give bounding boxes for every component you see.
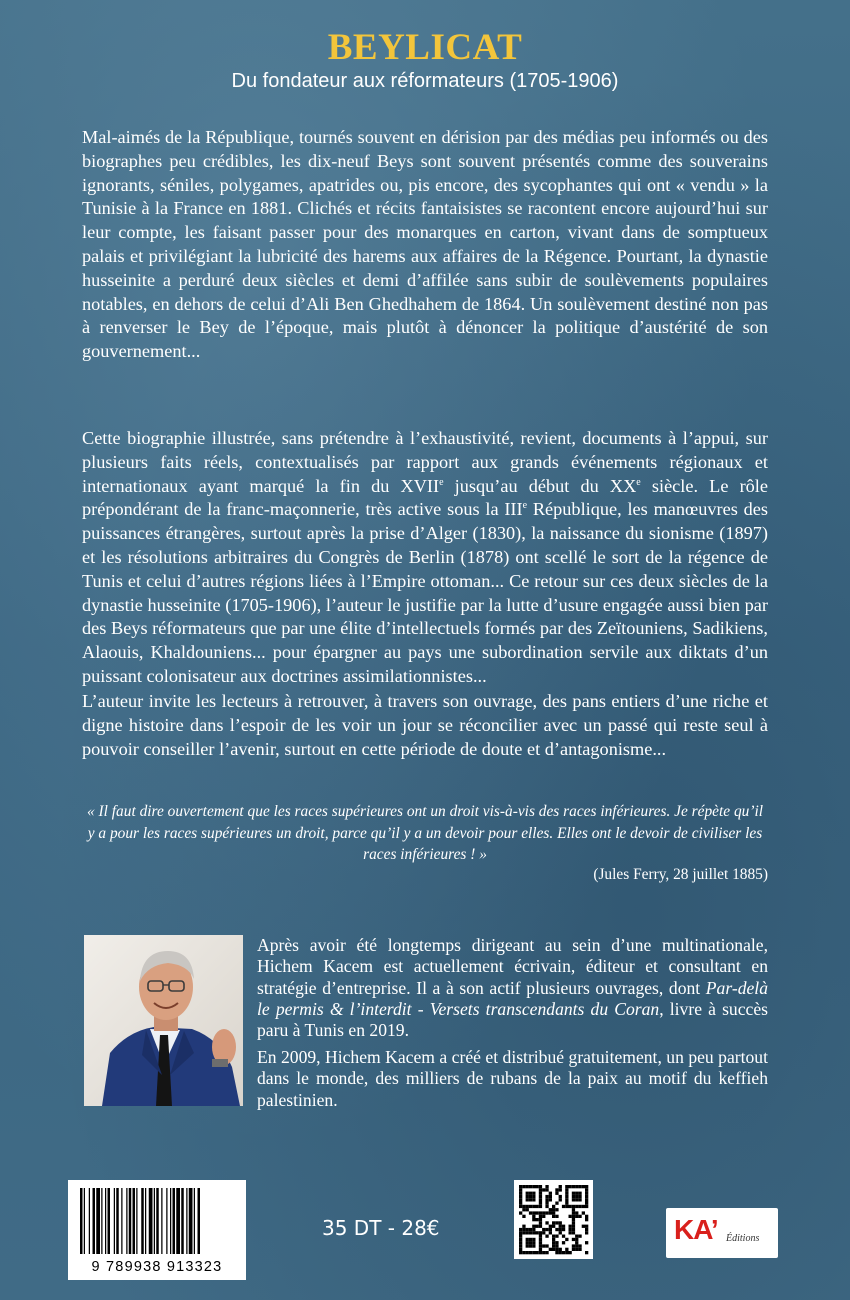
quote-attribution: (Jules Ferry, 28 juillet 1885) (593, 866, 768, 883)
barcode-bar (101, 1188, 102, 1254)
blurb-paragraph-3: L’auteur invite les lecteurs à retrouver, à travers son ouvrage, des pans entiers d’une riche et digne histoire dans l’espoir de les voir un jour se réconcilier avec un passé qui reste seul à pouvoir conseiller l’avenir, surtout en cette période de doute et d’antagonisme... (82, 691, 768, 759)
barcode-bar (181, 1188, 184, 1254)
qr-module (526, 1231, 529, 1234)
barcode-bar (136, 1188, 137, 1254)
qr-module (572, 1225, 575, 1228)
qr-module (522, 1251, 525, 1254)
qr-module (519, 1185, 522, 1188)
qr-module (555, 1221, 558, 1224)
qr-module (532, 1185, 535, 1188)
qr-module (575, 1195, 578, 1198)
barcode-bar (166, 1188, 167, 1254)
author-photo (84, 935, 243, 1106)
qr-module (572, 1228, 575, 1231)
superscript-e: e (439, 476, 444, 488)
qr-module (575, 1241, 578, 1244)
qr-module (552, 1235, 555, 1238)
qr-module (532, 1251, 535, 1254)
qr-module (552, 1241, 555, 1244)
qr-module (552, 1225, 555, 1228)
qr-module (559, 1251, 562, 1254)
qr-module (542, 1244, 545, 1247)
qr-module (572, 1185, 575, 1188)
qr-module (578, 1235, 581, 1238)
barcode-bar (96, 1188, 100, 1254)
qr-module (565, 1192, 568, 1195)
barcode-bar (93, 1188, 96, 1254)
qr-module (545, 1185, 548, 1188)
qr-module (569, 1185, 572, 1188)
qr-module (539, 1231, 542, 1234)
qr-module (582, 1205, 585, 1208)
qr-module (572, 1192, 575, 1195)
qr-module (585, 1198, 588, 1201)
qr-module (539, 1251, 542, 1254)
qr-module (555, 1228, 558, 1231)
blurb-paragraph-2 (82, 427, 768, 689)
qr-module (542, 1231, 545, 1234)
book-reference: Par-delà le permis & l’interdit - Versets transcendants du Coran (257, 977, 768, 1019)
qr-module (522, 1208, 525, 1211)
qr-module (569, 1205, 572, 1208)
qr-module (578, 1185, 581, 1188)
qr-module (542, 1215, 545, 1218)
qr-module (532, 1192, 535, 1195)
publisher-logo (666, 1208, 778, 1258)
publisher-logo-mark: KA’ (674, 1214, 718, 1245)
qr-module (532, 1238, 535, 1241)
qr-module (536, 1205, 539, 1208)
qr-module (575, 1248, 578, 1251)
blurb-p2-part-a: Cette biographie illustrée, sans prétendre à l’exhaustivité, revient, documents à l’appui, sur plusieurs faits réels, contextualisés par rapport aux grands événements régionaux et internationaux ayant marqué la fin du XVII (82, 428, 768, 496)
barcode-bars (68, 1180, 246, 1260)
qr-module (522, 1215, 525, 1218)
qr-module (519, 1248, 522, 1251)
qr-module (578, 1198, 581, 1201)
qr-module (539, 1215, 542, 1218)
publisher-logo-editions: Éditions (726, 1233, 760, 1244)
book-subtitle: Du fondateur aux réformateurs (1705-1906) (231, 70, 619, 92)
barcode-bar (84, 1188, 85, 1254)
qr-module (539, 1218, 542, 1221)
barcode-bar (121, 1188, 122, 1254)
qr-module (565, 1251, 568, 1254)
qr-module (555, 1235, 558, 1238)
qr-module (565, 1185, 568, 1188)
qr-module (555, 1215, 558, 1218)
qr-module (572, 1248, 575, 1251)
author-portrait-illustration (84, 935, 243, 1106)
qr-module (526, 1208, 529, 1211)
qr-module (565, 1188, 568, 1191)
barcode-bar (133, 1188, 136, 1254)
qr-module (575, 1205, 578, 1208)
qr-module (565, 1238, 568, 1241)
qr-module (526, 1241, 529, 1244)
qr-module (529, 1192, 532, 1195)
qr-module (585, 1192, 588, 1195)
qr-module (569, 1225, 572, 1228)
qr-module (555, 1251, 558, 1254)
barcode-bar (186, 1188, 187, 1254)
barcode-bar (116, 1188, 119, 1254)
qr-module (542, 1188, 545, 1191)
qr-module (519, 1195, 522, 1198)
qr-module (532, 1195, 535, 1198)
qr-module (522, 1231, 525, 1234)
qr-module (519, 1228, 522, 1231)
qr-module (529, 1198, 532, 1201)
qr-module (578, 1195, 581, 1198)
qr-module (585, 1218, 588, 1221)
barcode-bar (194, 1188, 195, 1254)
qr-module (555, 1202, 558, 1205)
qr-module (552, 1211, 555, 1214)
qr-module (552, 1221, 555, 1224)
qr-module (545, 1251, 548, 1254)
qr-module (519, 1251, 522, 1254)
qr-module (526, 1185, 529, 1188)
qr-module (539, 1205, 542, 1208)
qr-module (529, 1195, 532, 1198)
qr-module (585, 1195, 588, 1198)
qr-module (549, 1208, 552, 1211)
qr-module (545, 1235, 548, 1238)
qr-module (532, 1218, 535, 1221)
barcode-bar (114, 1188, 115, 1254)
barcode-bar (170, 1188, 171, 1254)
qr-module (585, 1228, 588, 1231)
qr-module (519, 1241, 522, 1244)
qr-module (549, 1192, 552, 1195)
qr-module (549, 1195, 552, 1198)
qr-module (526, 1192, 529, 1195)
qr-module (572, 1208, 575, 1211)
barcode-bar (141, 1188, 144, 1254)
qr-module (572, 1215, 575, 1218)
superscript-e: e (522, 500, 528, 512)
qr-module (559, 1221, 562, 1224)
qr-module (585, 1205, 588, 1208)
qr-module (578, 1248, 581, 1251)
qr-module (585, 1215, 588, 1218)
qr-module (522, 1228, 525, 1231)
qr-code-pattern (514, 1180, 593, 1259)
qr-module (536, 1218, 539, 1221)
qr-module (519, 1244, 522, 1247)
qr-module (575, 1215, 578, 1218)
qr-module (529, 1241, 532, 1244)
qr-module (549, 1198, 552, 1201)
qr-module (575, 1192, 578, 1195)
barcode-bar (108, 1188, 111, 1254)
qr-module (539, 1202, 542, 1205)
qr-module (559, 1248, 562, 1251)
qr-module (529, 1231, 532, 1234)
qr-module (536, 1211, 539, 1214)
qr-module (562, 1225, 565, 1228)
qr-module (562, 1228, 565, 1231)
qr-module (529, 1238, 532, 1241)
barcode-bar (149, 1188, 153, 1254)
author-bio-paragraph-1 (257, 935, 768, 1041)
qr-module (585, 1251, 588, 1254)
epigraph-quote: « Il faut dire ouvertement que les races supérieures ont un droit vis-à-vis des races inférieures. Je répète qu’il y a pour les races supérieures un droit, parce qu’il y a un devoir pour elles. Elles ont le devoir de civiliser les races inférieures ! » (86, 803, 764, 863)
qr-module (526, 1244, 529, 1247)
qr-module (559, 1225, 562, 1228)
qr-module (532, 1228, 535, 1231)
qr-module (536, 1185, 539, 1188)
qr-module (545, 1202, 548, 1205)
qr-module (559, 1185, 562, 1188)
qr-module (552, 1244, 555, 1247)
qr-module (569, 1251, 572, 1254)
qr-module (526, 1198, 529, 1201)
book-title: BEYLICAT (327, 27, 523, 68)
qr-module (549, 1211, 552, 1214)
qr-module (585, 1188, 588, 1191)
qr-module (565, 1205, 568, 1208)
qr-module (526, 1238, 529, 1241)
qr-module (532, 1244, 535, 1247)
qr-module (575, 1244, 578, 1247)
qr-module (519, 1235, 522, 1238)
qr-module (539, 1235, 542, 1238)
blurb-p2-part-d: République, les manœuvres des puissances étrangères, surtout après la prise d’Alger (1830), la naissance du sionisme (1897) et les résolutions arbitraires du Congrès de Berlin (1878) ont scellé le sort de la régence de Tunis et celui d’autres régions liées à l’Empire ottoman... Ce retour sur ces deux siècles de la dynastie husseinite (1705-1906), l’auteur le justifie par la lutte d’usure engagée aussi bien par des Beys réformateurs que par une élite d’intellectuels formés par des Zeïtouniens, Sadikiens, Alaouis, Khaldouniens... pour épargner au pays une subordination servile aux diktats d’un puissant colonisateur aux doctrines assimilationnistes... (82, 499, 768, 686)
qr-module (539, 1248, 542, 1251)
barcode-bar (189, 1188, 193, 1254)
qr-module (545, 1211, 548, 1214)
qr-module (519, 1231, 522, 1234)
bio1-text-a: Après avoir été longtemps dirigeant au sein d’une multinationale, Hichem Kacem est actuellement écrivain, éditeur et consultant en stratégie d’entreprise. Il a à son actif plusieurs ouvrages, dont (257, 935, 768, 998)
qr-module (529, 1251, 532, 1254)
qr-module (572, 1231, 575, 1234)
qr-module (539, 1244, 542, 1247)
qr-module (539, 1192, 542, 1195)
qr-module (532, 1211, 535, 1214)
qr-module (552, 1238, 555, 1241)
qr-module (532, 1231, 535, 1234)
barcode-bar (156, 1188, 159, 1254)
isbn-barcode (68, 1180, 246, 1280)
qr-module (555, 1248, 558, 1251)
qr-module (562, 1251, 565, 1254)
qr-module (529, 1205, 532, 1208)
qr-module (539, 1221, 542, 1224)
qr-module (532, 1205, 535, 1208)
blurb-p2-part-c: siècle. Le rôle prépondérant de la franc-maçonnerie, très active sous la III (82, 475, 769, 520)
qr-module (532, 1198, 535, 1201)
qr-module (539, 1238, 542, 1241)
qr-module (572, 1221, 575, 1224)
qr-module (572, 1211, 575, 1214)
qr-module (526, 1251, 529, 1254)
qr-module (585, 1241, 588, 1244)
qr-module (529, 1185, 532, 1188)
qr-module (536, 1225, 539, 1228)
qr-module (536, 1251, 539, 1254)
qr-module (585, 1225, 588, 1228)
qr-module (582, 1211, 585, 1214)
qr-module (578, 1215, 581, 1218)
qr-module (526, 1195, 529, 1198)
qr-module (529, 1228, 532, 1231)
qr-module (536, 1231, 539, 1234)
price-label: 35 DT - 28€ (322, 1216, 440, 1240)
qr-module (559, 1198, 562, 1201)
qr-module (552, 1205, 555, 1208)
barcode-bar (129, 1188, 132, 1254)
bio1-text-b: , livre à succès paru à Tunis en 2019. (257, 998, 769, 1041)
qr-module (572, 1198, 575, 1201)
qr-module (552, 1248, 555, 1251)
qr-module (575, 1185, 578, 1188)
barcode-bar (105, 1188, 106, 1254)
qr-module (552, 1215, 555, 1218)
qr-module (545, 1195, 548, 1198)
qr-module (539, 1188, 542, 1191)
qr-module (559, 1228, 562, 1231)
qr-module (545, 1188, 548, 1191)
qr-module (578, 1192, 581, 1195)
qr-module (565, 1198, 568, 1201)
qr-module (539, 1211, 542, 1214)
qr-module (559, 1188, 562, 1191)
qr-module (545, 1205, 548, 1208)
qr-module (565, 1195, 568, 1198)
qr-module (549, 1231, 552, 1234)
qr-module (526, 1228, 529, 1231)
qr-module (529, 1211, 532, 1214)
qr-module (542, 1211, 545, 1214)
qr-module (575, 1211, 578, 1214)
author-bio-paragraph-2: En 2009, Hichem Kacem a créé et distribué gratuitement, un peu partout dans le monde, des milliers de rubans de la paix au motif du keffieh palestinien. (257, 1047, 768, 1110)
qr-module (519, 1238, 522, 1241)
qr-module (522, 1205, 525, 1208)
qr-module (519, 1205, 522, 1208)
qr-module (542, 1228, 545, 1231)
qr-module (522, 1225, 525, 1228)
qr-module (539, 1185, 542, 1188)
qr-module (585, 1185, 588, 1188)
isbn-number: 9 789938 913323 (91, 1259, 223, 1275)
barcode-bar (89, 1188, 90, 1254)
qr-module (572, 1238, 575, 1241)
barcode-bar (126, 1188, 127, 1254)
qr-module (539, 1225, 542, 1228)
qr-module (539, 1198, 542, 1201)
qr-module (532, 1241, 535, 1244)
qr-module (562, 1205, 565, 1208)
qr-module (572, 1195, 575, 1198)
barcode-bar (173, 1188, 176, 1254)
qr-module (549, 1225, 552, 1228)
qr-module (539, 1195, 542, 1198)
barcode-bar (154, 1188, 155, 1254)
qr-module (572, 1205, 575, 1208)
qr-module (545, 1228, 548, 1231)
qr-module (585, 1202, 588, 1205)
qr-module (555, 1208, 558, 1211)
superscript-e: e (636, 476, 641, 488)
qr-module (552, 1208, 555, 1211)
qr-module (578, 1244, 581, 1247)
qr-module (585, 1231, 588, 1234)
qr-module (545, 1198, 548, 1201)
barcode-bar (198, 1188, 201, 1254)
barcode-bar (145, 1188, 146, 1254)
qr-module (522, 1185, 525, 1188)
qr-module (555, 1188, 558, 1191)
qr-module (539, 1241, 542, 1244)
qr-module (565, 1202, 568, 1205)
qr-module (555, 1192, 558, 1195)
qr-module (569, 1228, 572, 1231)
qr-module (582, 1185, 585, 1188)
qr-module (519, 1192, 522, 1195)
qr-module (575, 1238, 578, 1241)
qr-module (545, 1221, 548, 1224)
qr-module (582, 1225, 585, 1228)
qr-module (549, 1228, 552, 1231)
qr-module (569, 1231, 572, 1234)
qr-module (562, 1241, 565, 1244)
qr-module (529, 1244, 532, 1247)
blurb-p2-part-b: jusqu’au début du XX (443, 475, 637, 496)
qr-module (532, 1215, 535, 1218)
qr-module (575, 1235, 578, 1238)
qr-module (572, 1244, 575, 1247)
qr-module (562, 1235, 565, 1238)
qr-module (569, 1215, 572, 1218)
qr-module (519, 1202, 522, 1205)
qr-module (519, 1188, 522, 1191)
qr-module (575, 1198, 578, 1201)
qr-module (532, 1225, 535, 1228)
qr-module (555, 1241, 558, 1244)
qr-code[interactable] (514, 1180, 593, 1259)
qr-module (549, 1248, 552, 1251)
qr-module (542, 1251, 545, 1254)
barcode-bar (161, 1188, 162, 1254)
blurb-paragraph-1: Mal-aimés de la République, tournés souvent en dérision par des médias peu informés ou des biographes peu crédibles, les dix-neuf Beys sont souvent présentés comme des souverains ignorants, séniles, polygames, apatrides ou, pis encore, des sycophantes qui ont « vendu » la Tunisie à la France en 1881. Clichés et récits fantaisistes se racontent encore aujourd’hui sur leur compte, les faisant passer pour des monarques en carton, vivant dans de somptueux palais et privilégiant la lubricité des harems aux affaires de la Régence. Pourtant, la dynastie husseinite a perduré deux siècles et demi d’affilée sans subir de soulèvements populaires notables, en dehors de celui d’Ali Ben Ghedhahem de 1864. Un soulèvement destiné non pas à renverser le Bey de l’époque, mais plutôt à dénoncer la politique d’austérité de son gouvernement... (82, 127, 768, 362)
barcode-bar (176, 1188, 180, 1254)
qr-module (526, 1205, 529, 1208)
qr-module (559, 1195, 562, 1198)
barcode-bar (80, 1188, 83, 1254)
qr-module (519, 1198, 522, 1201)
qr-module (559, 1231, 562, 1234)
qr-module (578, 1205, 581, 1208)
qr-module (545, 1244, 548, 1247)
qr-module (565, 1248, 568, 1251)
qr-module (519, 1211, 522, 1214)
qr-module (555, 1244, 558, 1247)
qr-module (572, 1218, 575, 1221)
